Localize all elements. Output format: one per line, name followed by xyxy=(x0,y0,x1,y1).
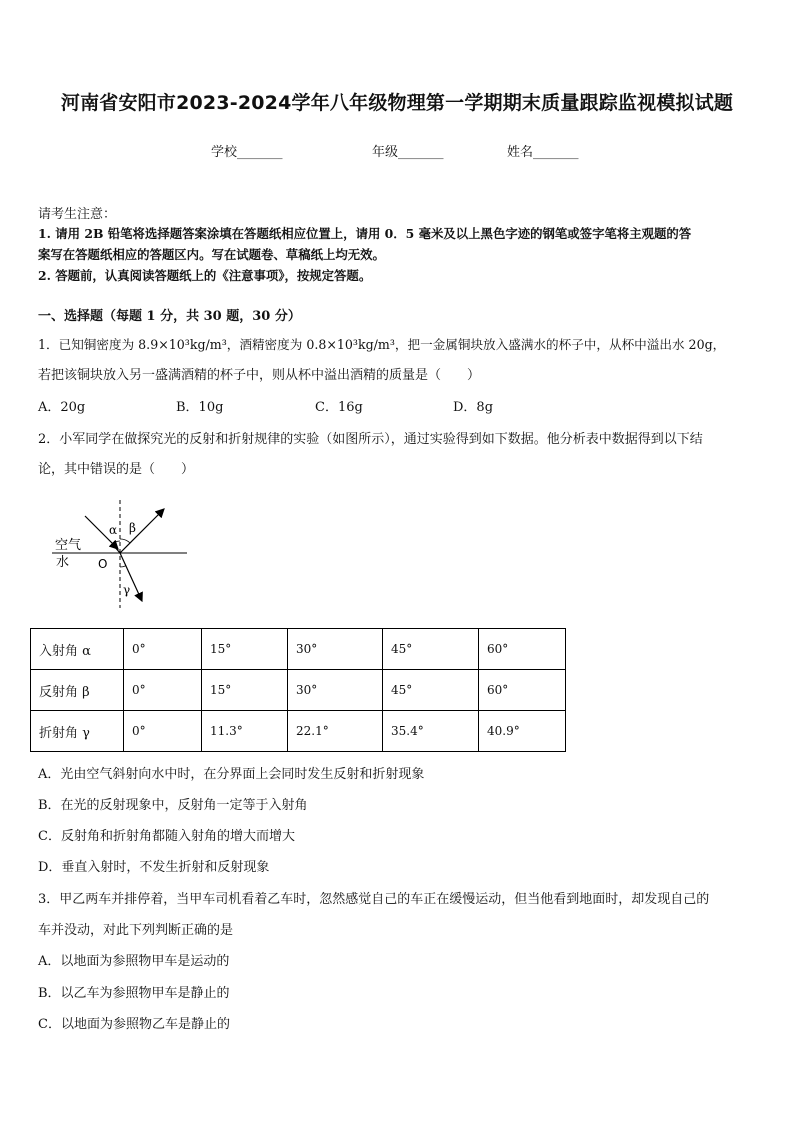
table-cell: 0° xyxy=(124,629,202,670)
table-cell: 45° xyxy=(383,629,479,670)
table-cell: 30° xyxy=(288,629,383,670)
angle-table xyxy=(30,628,566,752)
table-cell: 30° xyxy=(288,670,383,711)
gamma-arc xyxy=(120,566,126,567)
table-row-header: 入射角 α xyxy=(31,629,124,670)
beta-label: β xyxy=(129,521,136,535)
q1-option-b: B．10g xyxy=(176,400,224,415)
q2-line-1: 2．小军同学在做探究光的反射和折射规律的实验（如图所示），通过实验得到如下数据。他分析表中数据得到以下结 xyxy=(38,432,703,447)
q3-line-1: 3．甲乙两车并排停着，当甲车司机看着乙车时，忽然感觉自己的车正在缓慢运动，但当他看到地面时，却发现自己的 xyxy=(38,892,710,907)
notice-line-2: 案写在答题纸相应的答题区内。写在试题卷、草稿纸上均无效。 xyxy=(38,247,385,262)
origin-label: O xyxy=(98,557,108,571)
table-row xyxy=(31,629,566,670)
name-field: 姓名_______ xyxy=(507,145,579,160)
section-heading: 一、选择题（每题 1 分，共 30 题，30 分） xyxy=(38,309,301,324)
q3-option-a: A．以地面为参照物甲车是运动的 xyxy=(38,954,230,969)
q3-line-2: 车并没动，对此下列判断正确的是 xyxy=(38,923,234,938)
table-cell: 40.9° xyxy=(479,711,566,752)
table-cell: 15° xyxy=(202,629,288,670)
beta-arc xyxy=(120,539,130,543)
table-row xyxy=(31,711,566,752)
q1-line-1: 1．已知铜密度为 8.9×10³kg/m³，酒精密度为 0.8×10³kg/m³，把一金属铜块放入盛满水的杯子中，从杯中溢出水 20g， xyxy=(38,337,726,352)
optics-diagram xyxy=(30,494,200,612)
table-cell: 15° xyxy=(202,670,288,711)
table-cell: 60° xyxy=(479,629,566,670)
table-cell: 0° xyxy=(124,670,202,711)
page-title: 河南省安阳市2023-2024学年八年级物理第一学期期末质量跟踪监视模拟试题 xyxy=(60,92,734,114)
table-cell: 22.1° xyxy=(288,711,383,752)
q1-option-d: D．8g xyxy=(453,400,494,415)
notice-heading: 请考生注意： xyxy=(38,207,117,222)
table-cell: 35.4° xyxy=(383,711,479,752)
table-cell: 0° xyxy=(124,711,202,752)
table-row-header: 反射角 β xyxy=(31,670,124,711)
water-label: 水 xyxy=(56,555,70,570)
q2-line-2: 论，其中错误的是（ ） xyxy=(38,462,195,477)
alpha-label: α xyxy=(109,523,118,537)
table-row-header: 折射角 γ xyxy=(31,711,124,752)
notice-line-1: 1. 请用 2B 铅笔将选择题答案涂填在答题纸相应位置上，请用 0．5 毫米及以上黑色字迹的钢笔或签字笔将主观题的答 xyxy=(38,226,692,241)
gamma-label: γ xyxy=(123,583,131,597)
air-label: 空气 xyxy=(55,538,82,553)
reflected-ray xyxy=(120,509,164,553)
q1-option-a: A．20g xyxy=(38,400,86,415)
q2-option-b: B．在光的反射现象中，反射角一定等于入射角 xyxy=(38,798,308,813)
q3-option-b: B．以乙车为参照物甲车是静止的 xyxy=(38,986,230,1001)
q1-option-c: C．16g xyxy=(315,400,363,415)
q2-option-d: D．垂直入射时，不发生折射和反射现象 xyxy=(38,860,270,875)
grade-field: 年级_______ xyxy=(372,145,444,160)
notice-line-3: 2. 答题前，认真阅读答题纸上的《注意事项》，按规定答题。 xyxy=(38,268,372,283)
q2-option-a: A．光由空气斜射向水中时，在分界面上会同时发生反射和折射现象 xyxy=(38,767,425,782)
school-field: 学校_______ xyxy=(211,145,283,160)
table-cell: 45° xyxy=(383,670,479,711)
table-cell: 11.3° xyxy=(202,711,288,752)
q3-option-c: C．以地面为参照物乙车是静止的 xyxy=(38,1017,230,1032)
table-row xyxy=(31,670,566,711)
q2-option-c: C．反射角和折射角都随入射角的增大而增大 xyxy=(38,829,295,844)
q1-line-2: 若把该铜块放入另一盛满酒精的杯子中，则从杯中溢出酒精的质量是（ ） xyxy=(38,368,481,383)
table-cell: 60° xyxy=(479,670,566,711)
